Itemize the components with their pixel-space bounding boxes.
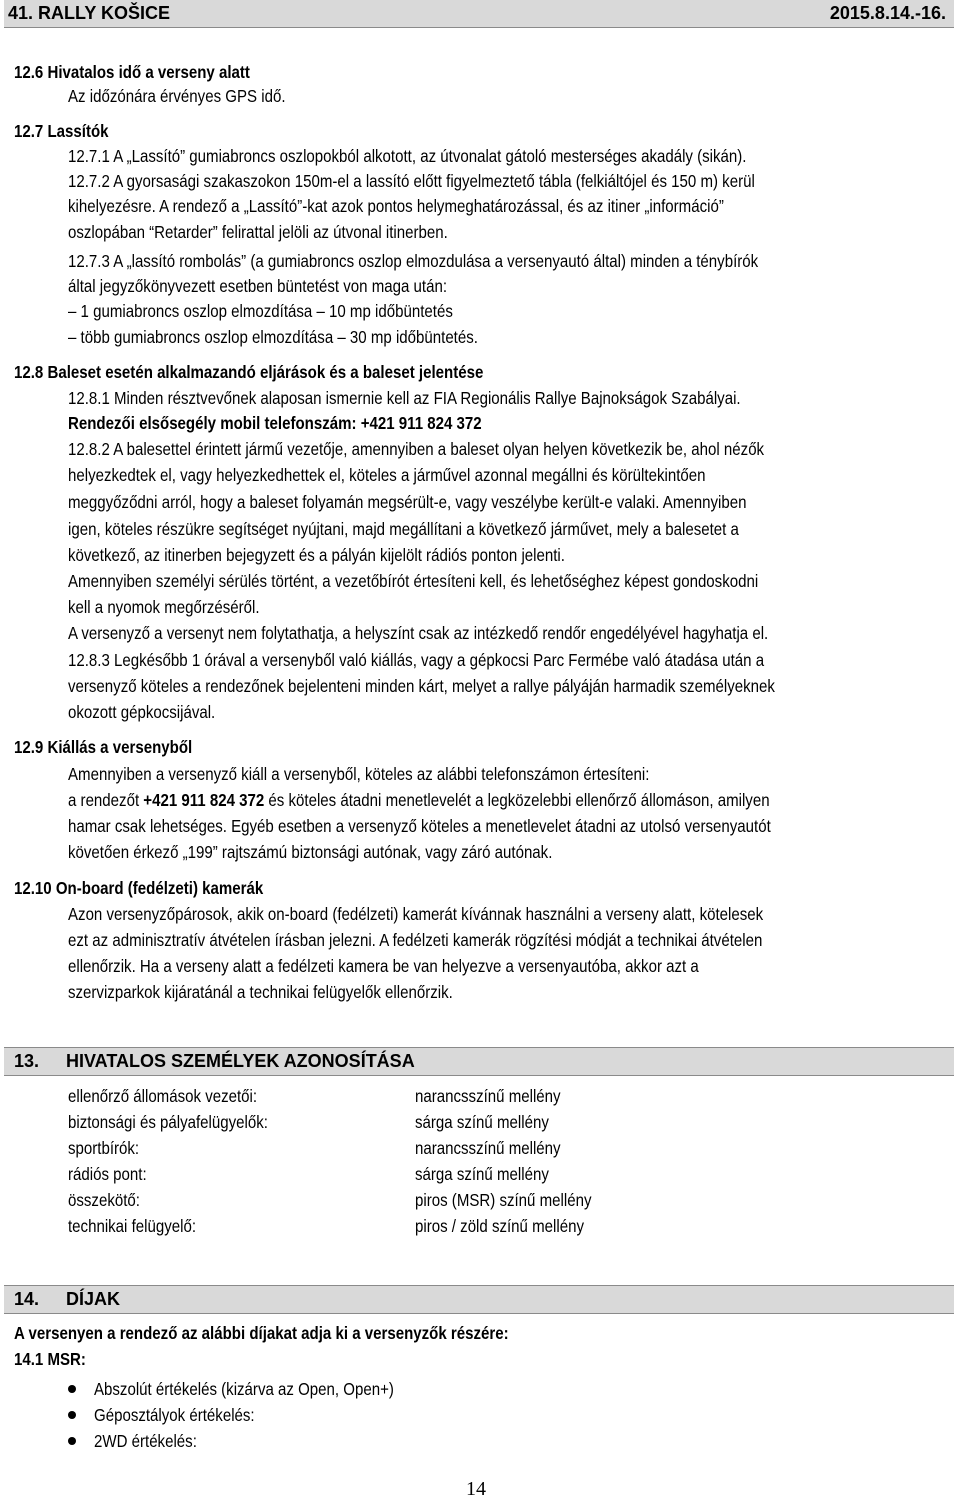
paragraph-12-8-2-line8: A versenyző a versenyt nem folytathatja, a helyszínt csak az intézkedő rendőr engedélyével hagyhatja el. bbox=[68, 623, 769, 643]
paragraph-12-8-3-line3: okozott gépkocsijával. bbox=[68, 702, 216, 722]
officials-row bbox=[68, 1110, 301, 1134]
award-item: Abszolút értékelés (kizárva az Open, Open+) bbox=[94, 1379, 394, 1399]
first-aid-phone: Rendezői elsősegély mobil telefonszám: +421 911 824 372 bbox=[68, 413, 482, 433]
paragraph-12-7-2-line1: 12.7.2 A gyorsasági szakaszokon 150m-el a lassító előtt figyelmeztető tábla (felkiáltójel és 150 m) kerül bbox=[68, 171, 755, 191]
paragraph-12-9-line1: Amennyiben a versenyző kiáll a versenyből, köteles az alábbi telefonszámon értesíteni: bbox=[68, 764, 650, 784]
section-12-10-title: 12.10 On-board (fedélzeti) kamerák bbox=[14, 878, 264, 898]
official-role: rádiós pont: bbox=[68, 1164, 147, 1184]
section-14-title: DÍJAK bbox=[66, 1289, 121, 1309]
paragraph-12-8-2-line1: 12.8.2 A balesettel érintett jármű vezetője, amennyiben a baleset olyan helyen következik be, ahol nézők bbox=[68, 439, 765, 459]
paragraph-12-10-line1: Azon versenyzőpárosok, akik on-board (fedélzeti) kamerát kívánnak használni a verseny alatt, kötelesek bbox=[68, 904, 764, 924]
section-12-7-title: 12.7 Lassítók bbox=[14, 121, 109, 141]
official-vest: piros (MSR) színű mellény bbox=[415, 1190, 592, 1210]
section-13-number: 13. bbox=[14, 1051, 40, 1071]
official-vest: narancsszínű mellény bbox=[415, 1086, 561, 1106]
bullet-icon bbox=[68, 1411, 76, 1419]
section-13-title: HIVATALOS SZEMÉLYEK AZONOSÍTÁSA bbox=[66, 1051, 415, 1071]
awards-intro: A versenyen a rendező az alábbi díjakat adja ki a versenyzők részére: bbox=[14, 1323, 509, 1343]
officials-row bbox=[68, 1188, 152, 1212]
penalty-item-2: – több gumiabroncs oszlop elmozdítása – 30 mp időbüntetés. bbox=[68, 327, 478, 347]
paragraph-12-8-3-line2: versenyző köteles a rendezőnek bejelenteni minden kárt, melyet a rallye pályáján harmadik személyeknek bbox=[68, 676, 775, 696]
paragraph-12-7-1: 12.7.1 A „Lassító” gumiabroncs oszlopokból alkotott, az útvonalat gátoló mesterséges akadály (sikán). bbox=[68, 146, 747, 166]
paragraph-12-8-1: 12.8.1 Minden résztvevőnek alaposan ismernie kell az FIA Regionális Rallye Bajnokságok Szabályai. bbox=[68, 388, 741, 408]
paragraph-12-7-3-line2: által jegyzőkönyvezett esetben büntetést von maga után: bbox=[68, 276, 448, 296]
official-role: sportbírók: bbox=[68, 1138, 140, 1158]
officials-row bbox=[68, 1214, 217, 1238]
section-12-9-title: 12.9 Kiállás a versenyből bbox=[14, 737, 193, 757]
official-vest: sárga színű mellény bbox=[415, 1164, 549, 1184]
paragraph-12-8-2-line6: Amennyiben személyi sérülés történt, a vezetőbírót értesíteni kell, és lehetőséghez képest gondoskodni bbox=[68, 571, 759, 591]
official-vest: narancsszínű mellény bbox=[415, 1138, 561, 1158]
paragraph-12-10-line3: ellenőrzik. Ha a verseny alatt a fedélzeti kamera be van helyezve a versenyautóba, akkor azt a bbox=[68, 956, 699, 976]
section-12-8-title: 12.8 Baleset esetén alkalmazandó eljárások és a baleset jelentése bbox=[14, 362, 484, 382]
official-vest: piros / zöld színű mellény bbox=[415, 1216, 584, 1236]
section-14-1-title: 14.1 MSR: bbox=[14, 1349, 86, 1369]
bullet-icon bbox=[68, 1437, 76, 1445]
header-event-name: 41. RALLY KOŠICE bbox=[8, 3, 171, 23]
official-role: összekötő: bbox=[68, 1190, 140, 1210]
officials-row bbox=[68, 1136, 151, 1160]
paragraph-12-10-line4: szervizparkok kijáratánál a technikai felügyelők ellenőrzik. bbox=[68, 982, 453, 1002]
paragraph-12-8-2-line5: következő, az itinerben bejegyzett és a pályán kijelölt rádiós ponton jelenti. bbox=[68, 545, 565, 565]
paragraph-12-8-3-line1: 12.8.3 Legkésőbb 1 órával a versenyből való kiállás, vagy a gépkocsi Parc Fermébe való átadása után a bbox=[68, 650, 765, 670]
section-12-6-title: 12.6 Hivatalos idő a verseny alatt bbox=[14, 62, 250, 82]
official-vest: sárga színű mellény bbox=[415, 1112, 549, 1132]
official-role: technikai felügyelő: bbox=[68, 1216, 197, 1236]
section-13-band bbox=[4, 1047, 954, 1076]
paragraph-12-8-2-line3: meggyőződni arról, hogy a baleset folyamán megsérült-e, vagy veszélybe került-e valaki. Amennyiben bbox=[68, 492, 747, 512]
page-number: 14 bbox=[466, 1478, 486, 1500]
paragraph-12-7-2-line3: oszlopában “Retarder” felirattal jelöli az útvonal itinerben. bbox=[68, 222, 448, 242]
paragraph-12-9-line2: a rendezőt +421 911 824 372 és köteles átadni menetlevelét a legközelebbi ellenőrző állomáson, amilyen bbox=[68, 790, 770, 810]
officials-row bbox=[68, 1162, 159, 1186]
header-event-date: 2015.8.14.-16. bbox=[829, 3, 946, 23]
section-12-6-body: Az időzónára érvényes GPS idő. bbox=[68, 86, 286, 106]
paragraph-12-7-2-line2: kihelyezésre. A rendező a „Lassító”-kat azok pontos helymeghatározással, és az itiner „információ” bbox=[68, 196, 724, 216]
official-role: ellenőrző állomások vezetői: bbox=[68, 1086, 258, 1106]
paragraph-12-9-line3: hamar csak lehetséges. Egyéb esetben a versenyző köteles a menetlevelet átadni az utolsó versenyautót bbox=[68, 816, 771, 836]
section-14-band bbox=[4, 1285, 954, 1314]
header-band bbox=[4, 0, 954, 28]
section-14-number: 14. bbox=[14, 1289, 40, 1309]
award-item: 2WD értékelés: bbox=[94, 1431, 197, 1451]
penalty-item-1: – 1 gumiabroncs oszlop elmozdítása – 10 mp időbüntetés bbox=[68, 301, 453, 321]
paragraph-12-8-2-line7: kell a nyomok megőrzéséről. bbox=[68, 597, 260, 617]
official-role: biztonsági és pályafelügyelők: bbox=[68, 1112, 268, 1132]
award-item: Géposztályok értékelés: bbox=[94, 1405, 255, 1425]
bullet-icon bbox=[68, 1385, 76, 1393]
paragraph-12-8-2-line4: igen, köteles részükre segítséget nyújtani, majd megállítani a következő járművet, mely a balesetet a bbox=[68, 519, 739, 539]
officials-row bbox=[68, 1084, 288, 1108]
paragraph-12-8-2-line2: helyezkedtek el, vagy helyezkedhettek el, köteles a járművel azonnal megállni és körültekintően bbox=[68, 465, 706, 485]
paragraph-12-9-line4: követően érkező „199” rajtszámú biztonsági autónak, vagy záró autónak. bbox=[68, 842, 553, 862]
paragraph-12-7-3-line1: 12.7.3 A „lassító rombolás” (a gumiabroncs oszlop elmozdulása a versenyautó által) minden a ténybírók bbox=[68, 251, 759, 271]
paragraph-12-10-line2: ezt az adminisztratív átvételen írásban jelezni. A fedélzeti kamerák rögzítési módját a technikai átvételen bbox=[68, 930, 763, 950]
withdrawal-phone: +421 911 824 372 bbox=[143, 790, 265, 810]
